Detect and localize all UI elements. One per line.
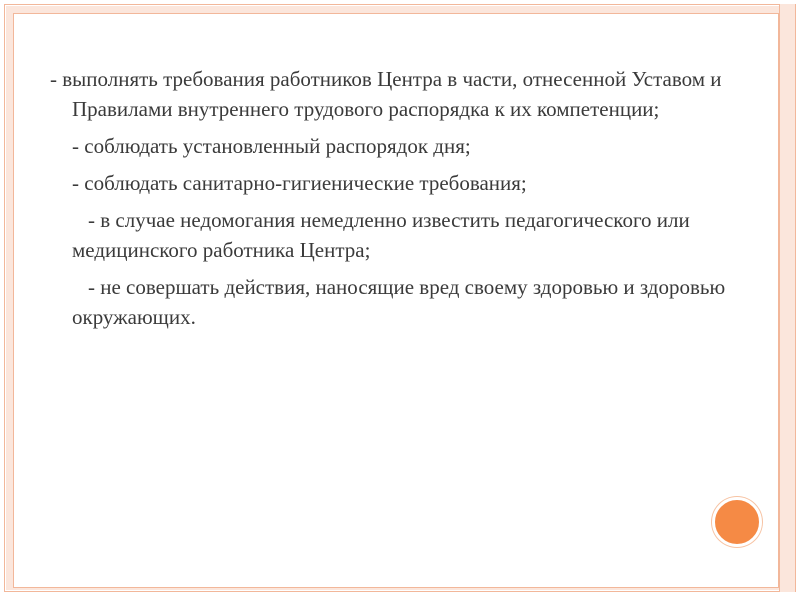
list-item bbox=[40, 272, 740, 332]
orange-circle-icon bbox=[712, 497, 762, 547]
slide-body bbox=[40, 64, 740, 339]
slide-right-line-inner bbox=[779, 4, 780, 592]
slide-right-band bbox=[779, 4, 796, 592]
list-item-text: - соблюдать санитарно-гигиенические требования; bbox=[72, 171, 527, 195]
list-item-text: - в случае недомогания немедленно известить педагогического или медицинского работника Центра; bbox=[72, 208, 690, 262]
list-item bbox=[40, 131, 740, 161]
list-item bbox=[40, 205, 740, 265]
list-item bbox=[40, 168, 740, 198]
list-item-text: - соблюдать установленный распорядок дня; bbox=[72, 134, 471, 158]
slide-right-line-outer bbox=[795, 4, 796, 592]
list-item: - выполнять требования работников Центра в части, отнесенной Уставом и Правилами внутреннего трудового распорядка к их компетенции; bbox=[50, 67, 722, 121]
list-item-text: - не совершать действия, наносящие вред своему здоровью и здоровью окружающих. bbox=[72, 275, 726, 329]
